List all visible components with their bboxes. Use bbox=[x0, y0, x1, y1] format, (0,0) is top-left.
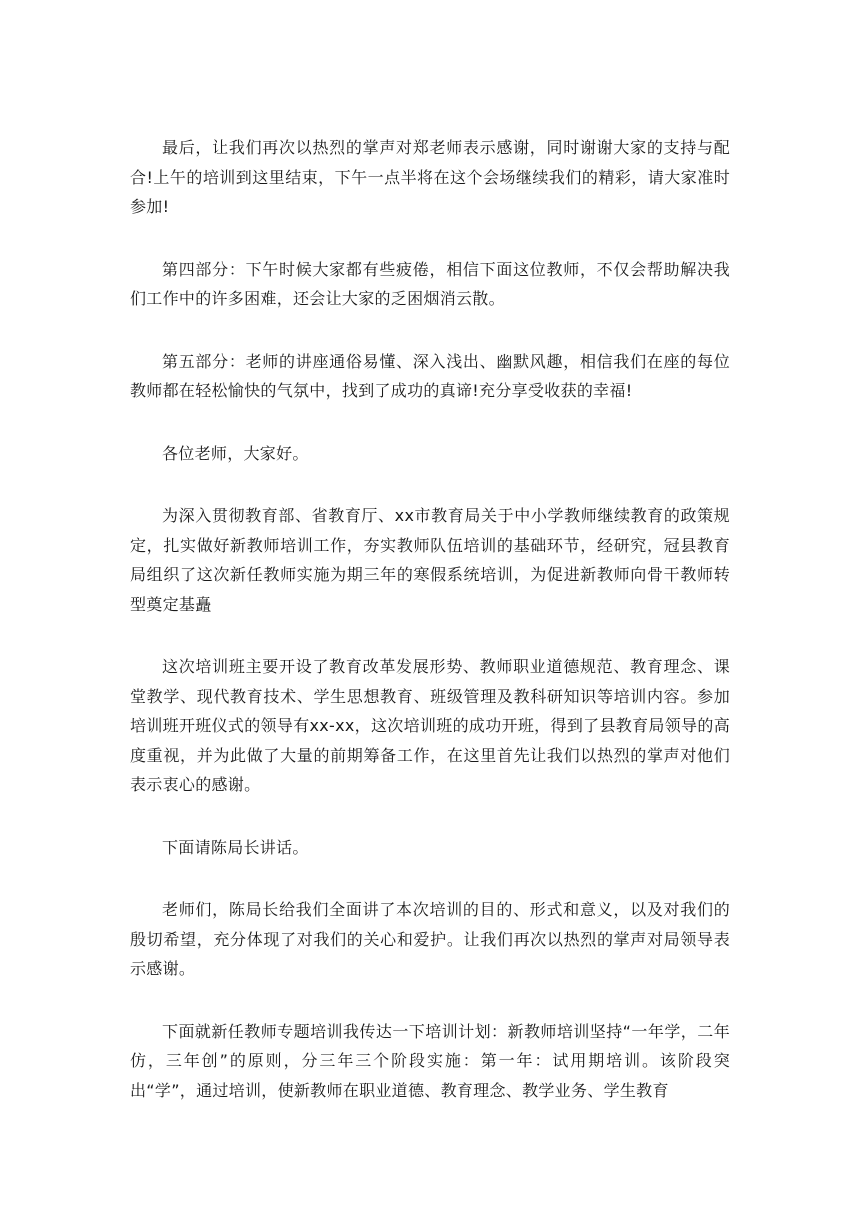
paragraph-greeting: 各位老师，大家好。 bbox=[162, 443, 309, 463]
paragraph-closing-thanks: 最后，让我们再次以热烈的掌声对郑老师表示感谢，同时谢谢大家的支持与配合!上午的培训到这里结束，下午一点半将在这个会场继续我们的精彩，请大家准时参加! bbox=[130, 138, 730, 216]
paragraph-part-five: 第五部分：老师的讲座通俗易懂、深入浅出、幽默风趣，相信我们在座的每位教师都在轻松愉快的气氛中，找到了成功的真谛!充分享受收获的幸福! bbox=[130, 351, 730, 400]
paragraph-thanks-director: 老师们，陈局长给我们全面讲了本次培训的目的、形式和意义，以及对我们的殷切希望，充分体现了对我们的关心和爱护。让我们再次以热烈的掌声对局领导表示感谢。 bbox=[130, 900, 730, 978]
paragraph-training-plan: 下面就新任教师专题培训我传达一下培训计划：新教师培训坚持“一年学，二年仿，三年创”的原则，分三年三个阶段实施：第一年：试用期培训。该阶段突出“学”，通过培训，使新教师在职业道德、教育理念、教学业务、学生教育 bbox=[130, 1021, 730, 1100]
document-body bbox=[130, 133, 730, 1138]
paragraph-part-four: 第四部分：下午时候大家都有些疲倦，相信下面这位教师，不仅会帮助解决我们工作中的许多困难，还会让大家的乏困烟消云散。 bbox=[130, 259, 730, 308]
paragraph-training-content: 这次培训班主要开设了教育改革发展形势、教师职业道德规范、教育理念、课堂教学、现代教育技术、学生思想教育、班级管理及教科研知识等培训内容。参加培训班开班仪式的领导有xx-xx，这次培训班的成功开班，得到了县教育局领导的高度重视，并为此做了大量的前期筹备工作，在这里首先让我们以热烈的掌声对他们表示衷心的感谢。 bbox=[130, 657, 730, 794]
paragraph-training-purpose: 为深入贯彻教育部、省教育厅、xx市教育局关于中小学教师继续教育的政策规定，扎实做好新教师培训工作，夯实教师队伍培训的基础环节，经研究，冠县教育局组织了这次新任教师实施为期三年的寒假系统培训，为促进新教师向骨干教师转型奠定基矗 bbox=[130, 506, 730, 614]
paragraph-director-speech: 下面请陈局长讲话。 bbox=[162, 837, 309, 857]
